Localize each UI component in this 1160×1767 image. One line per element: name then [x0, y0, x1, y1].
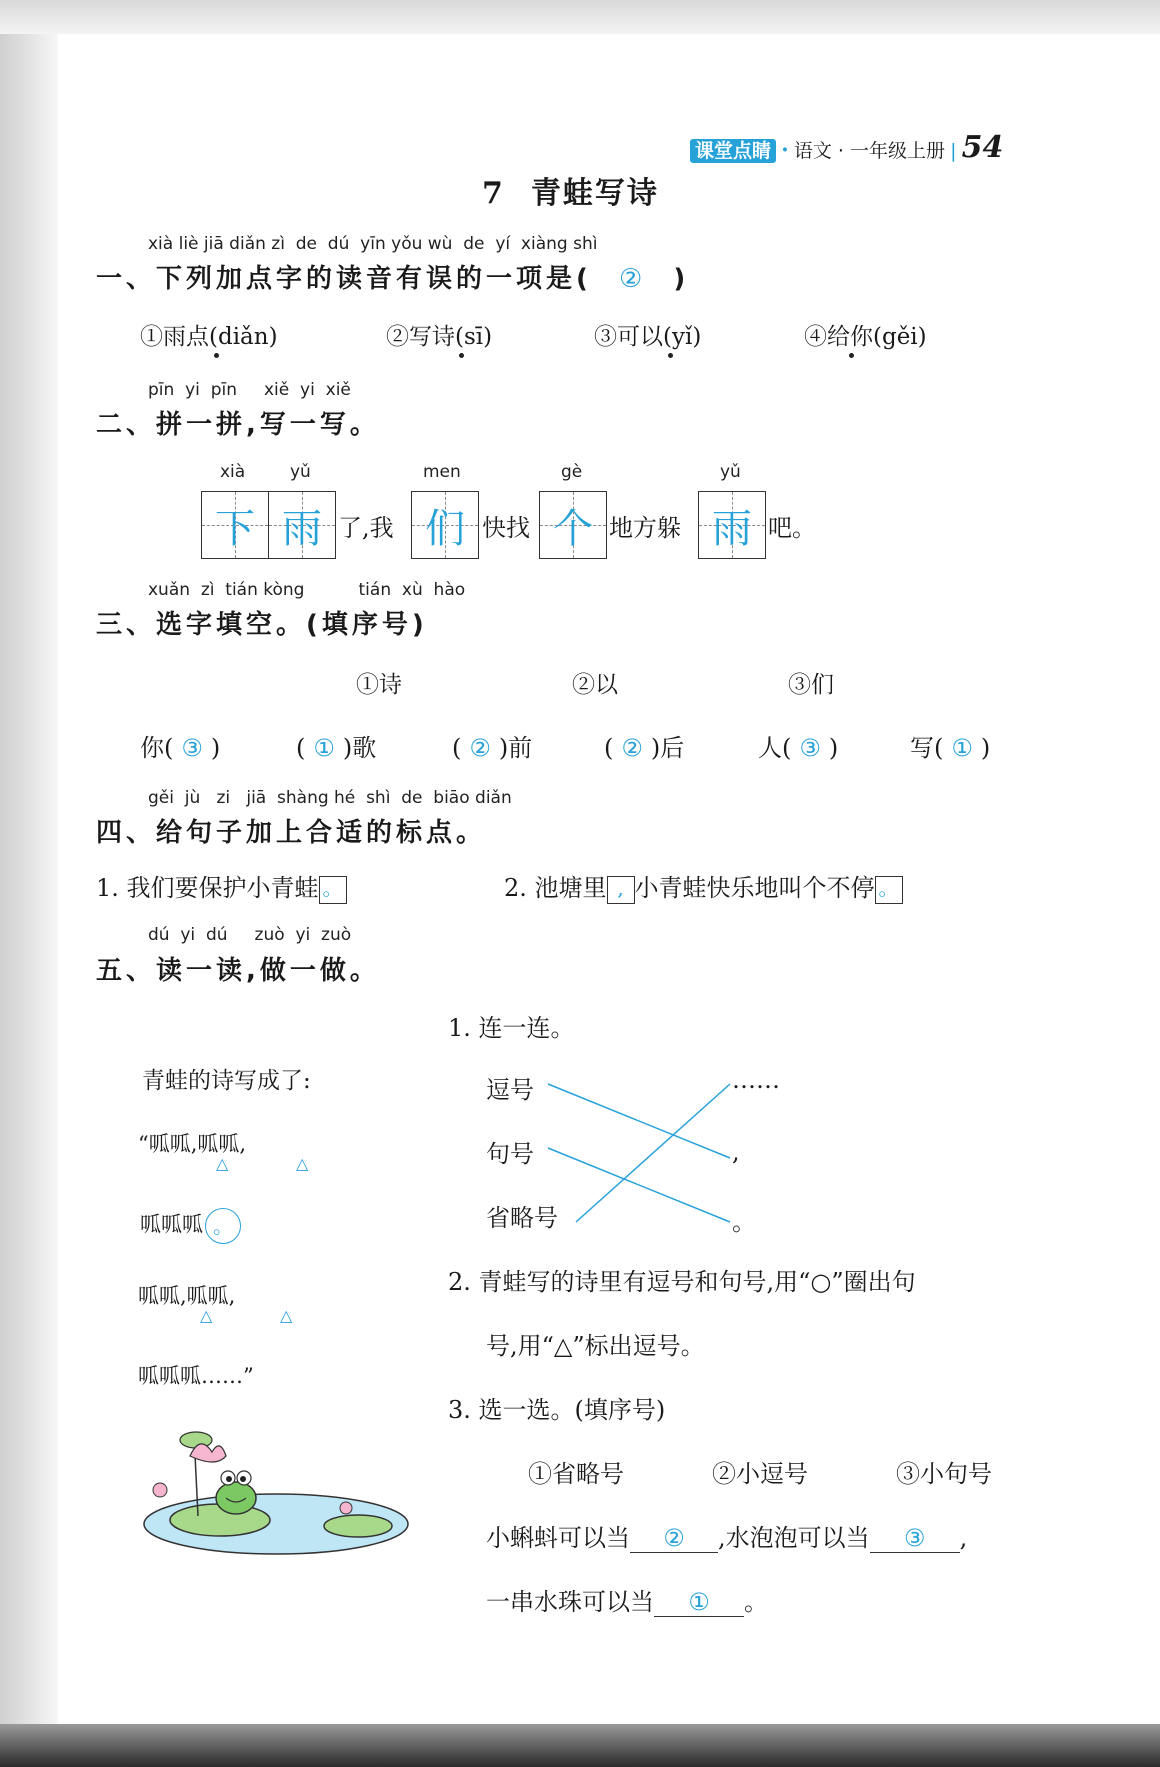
match-right-1: …… — [732, 1066, 780, 1094]
s3-item — [452, 728, 532, 763]
s5-q3: 3. 选一选。(填序号) — [448, 1396, 666, 1424]
emphasis-dot — [214, 353, 219, 358]
fill-line-1 — [486, 1518, 967, 1553]
s2-pinyin: pīn yi pīn xiě yi xiě — [148, 380, 351, 400]
s3-item — [296, 728, 376, 763]
cell-pinyin: yǔ — [720, 462, 741, 482]
circle-mark: 。 — [205, 1208, 241, 1244]
s1-answer: ② — [618, 264, 647, 294]
writing-cell — [268, 491, 336, 559]
s3-choice-3: ③们 — [788, 672, 834, 698]
match-left-1: 逗号 — [486, 1076, 534, 1104]
poem-line: 呱呱呱……” — [138, 1364, 254, 1388]
s5-q2-line1: 2. 青蛙写的诗里有逗号和句号,用“○”圈出句 — [448, 1268, 916, 1296]
fill-text: 一串水珠可以当 — [486, 1588, 654, 1616]
q2-text-a: 2. 池塘里 — [504, 874, 607, 902]
s5-pinyin: dú yi dú zuò yi zuò — [148, 925, 352, 945]
q1-text: 1. 我们要保护小青蛙 — [96, 874, 319, 902]
writing-cell — [201, 491, 269, 559]
s5-heading: 五、读一读,做一做。 — [96, 956, 380, 986]
s1-pinyin: xià liè jiā diǎn zì de dú yīn yǒu wù de yí xiàng shì — [148, 234, 598, 254]
item-post: ) — [828, 734, 839, 762]
triangle-mark: △ — [280, 1306, 293, 1325]
s3-choice-1: ①诗 — [356, 672, 402, 698]
s2-text: 吧。 — [768, 514, 816, 542]
header-separator: | — [950, 140, 957, 162]
s1-option-2: ②写诗(sī) — [386, 324, 493, 350]
item-pre: ( — [296, 734, 306, 762]
poem-line: 青蛙的诗写成了: — [142, 1068, 311, 1094]
matching-lines — [540, 1076, 740, 1226]
lesson-number: 7 — [482, 176, 505, 211]
s3-heading: 三、选字填空。(填序号) — [96, 610, 428, 640]
poem-line: “呱呱,呱呱, — [138, 1132, 247, 1156]
fill-text: 。 — [744, 1588, 768, 1616]
s3-item — [758, 728, 838, 763]
s1-heading-close: ) — [673, 264, 690, 294]
item-post: ) — [210, 734, 221, 762]
triangle-mark: △ — [296, 1154, 309, 1173]
s2-text: 了,我 — [338, 514, 394, 542]
punct-box: , — [607, 876, 635, 904]
fill-text: , — [959, 1524, 968, 1552]
page-bottom-edge — [0, 1724, 1160, 1767]
cell-answer: 们 — [425, 505, 465, 552]
fill-text: ,水泡泡可以当 — [718, 1524, 870, 1552]
s2-heading: 二、拼一拼,写一写。 — [96, 410, 380, 440]
cell-pinyin: yǔ — [290, 462, 311, 482]
s4-heading: 四、给句子加上合适的标点。 — [96, 818, 487, 848]
cell-answer: 雨 — [282, 505, 322, 552]
header-subject: 语文 · 一年级上册 — [793, 140, 945, 162]
cell-answer: 雨 — [712, 505, 752, 552]
match-right-2: , — [732, 1138, 740, 1166]
item-answer: ① — [951, 734, 973, 762]
emphasis-dot — [668, 353, 673, 358]
cell-pinyin: gè — [561, 462, 583, 482]
match-left-2: 句号 — [486, 1140, 534, 1168]
s3-item — [604, 728, 684, 763]
cell-answer: 下 — [215, 505, 255, 552]
item-pre: 人( — [758, 734, 792, 762]
item-pre: ( — [604, 734, 614, 762]
s1-heading-text: 一、下列加点字的读音有误的一项是( — [96, 264, 592, 294]
q3-option-1: ①省略号 — [528, 1460, 624, 1488]
item-post: ) — [980, 734, 991, 762]
item-answer: ② — [621, 734, 643, 762]
fill-blank: ② — [630, 1524, 718, 1553]
page-number: 54 — [961, 130, 1004, 165]
s3-item — [140, 728, 220, 763]
punct-box: 。 — [875, 876, 903, 904]
s2-text: 地方躲 — [609, 514, 681, 542]
header-dot: · — [781, 137, 789, 163]
fill-text: 小蝌蚪可以当 — [486, 1524, 630, 1552]
s4-question-1 — [96, 868, 347, 904]
s3-pinyin: xuǎn zì tián kòng tián xù hào — [148, 580, 466, 600]
s4-pinyin: gěi jù zi jiā shàng hé shì de biāo diǎn — [148, 788, 512, 808]
header-badge: 课堂点睛 — [690, 139, 776, 163]
emphasis-dot — [849, 353, 854, 358]
item-answer: ① — [313, 734, 335, 762]
item-post: )后 — [650, 734, 685, 762]
match-right-3: 。 — [732, 1208, 756, 1236]
lesson-name: 青蛙写诗 — [530, 176, 659, 211]
frog-pond-illustration — [138, 1418, 418, 1562]
s1-option-4: ④给你(gěi) — [804, 324, 927, 350]
s1-option-3: ③可以(yǐ) — [594, 324, 702, 350]
fill-blank: ③ — [870, 1524, 960, 1553]
poem-text: 呱呱呱 — [140, 1212, 203, 1237]
cell-pinyin: men — [423, 462, 461, 482]
cell-answer: 个 — [553, 505, 593, 552]
poem-line: 呱呱,呱呱, — [138, 1284, 236, 1308]
item-answer: ③ — [799, 734, 821, 762]
page-top-shadow — [0, 0, 1160, 34]
s1-heading — [96, 258, 689, 295]
s5-q1: 1. 连一连。 — [448, 1014, 575, 1042]
s3-choice-2: ②以 — [572, 672, 618, 698]
triangle-mark: △ — [200, 1306, 213, 1325]
s1-option-1: ①雨点(diǎn) — [140, 324, 278, 350]
fill-blank: ① — [654, 1588, 744, 1617]
q3-option-2: ②小逗号 — [712, 1460, 808, 1488]
q2-text-b: 小青蛙快乐地叫个不停 — [634, 874, 875, 902]
lesson-title — [482, 168, 659, 212]
q3-option-3: ③小句号 — [896, 1460, 992, 1488]
writing-cell — [539, 491, 607, 559]
triangle-mark: △ — [216, 1154, 229, 1173]
s5-q2-line2: 号,用“△”标出逗号。 — [486, 1332, 705, 1360]
punct-box: 。 — [319, 876, 347, 904]
page-header — [690, 130, 1003, 165]
s4-question-2 — [504, 868, 903, 904]
match-left-3: 省略号 — [486, 1204, 558, 1232]
writing-cell — [411, 491, 479, 559]
item-pre: ( — [452, 734, 462, 762]
writing-cell — [698, 491, 766, 559]
item-pre: 写( — [910, 734, 944, 762]
item-post: )前 — [498, 734, 533, 762]
item-answer: ② — [469, 734, 491, 762]
s3-item — [910, 728, 990, 763]
item-answer: ③ — [181, 734, 203, 762]
page-spine-shadow — [0, 34, 58, 1724]
item-post: )歌 — [342, 734, 377, 762]
emphasis-dot — [459, 353, 464, 358]
poem-line — [140, 1208, 241, 1244]
s2-text: 快找 — [482, 514, 530, 542]
item-pre: 你( — [140, 734, 174, 762]
cell-pinyin: xià — [220, 462, 246, 482]
fill-line-2 — [486, 1582, 768, 1617]
